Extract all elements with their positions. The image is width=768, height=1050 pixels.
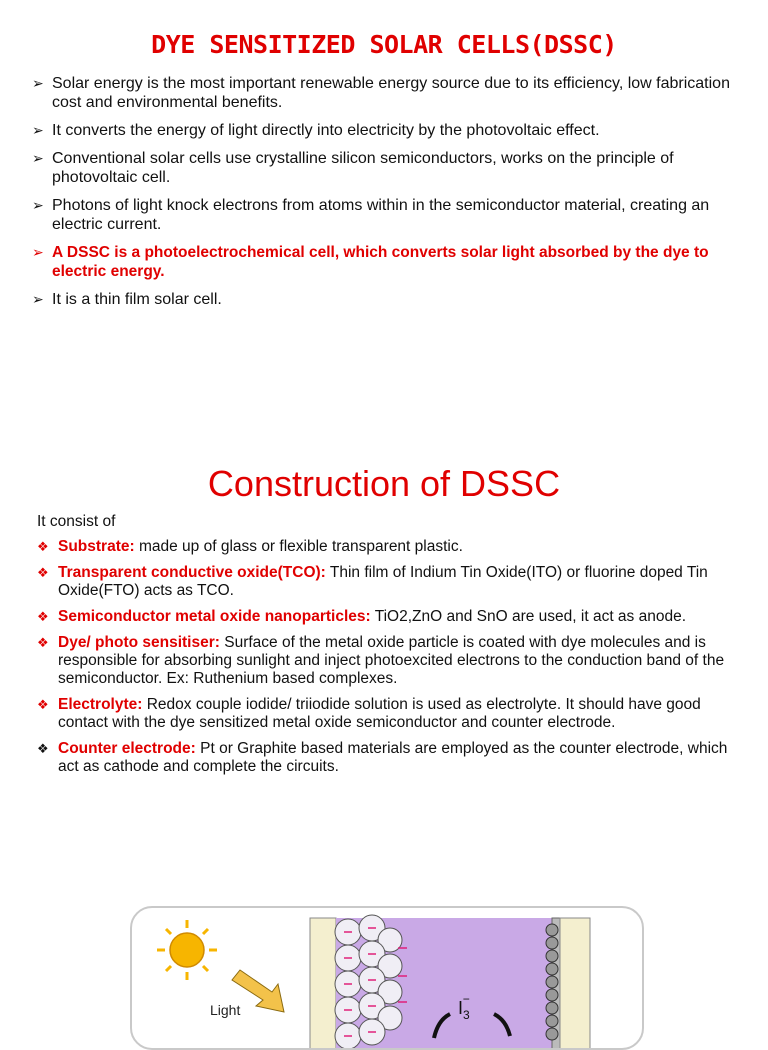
arrow-bullet-icon: ➢ bbox=[32, 122, 44, 138]
component-description: Redox couple iodide/ triiodide solution is used as electrolyte. It should have good contact with the dye sensitized metal oxide semiconductor and counter electrode. bbox=[58, 696, 701, 731]
diamond-bullet-icon: ❖ bbox=[37, 741, 49, 756]
arrow-bullet-icon: ➢ bbox=[32, 244, 44, 260]
component-description: Surface of the metal oxide particle is coated with dye molecules and is responsible for absorbing sunlight and inject photoexcited electrons to the conduction band of the semiconductor. Ex: Ruthenium based complexes. bbox=[58, 634, 725, 687]
component-item bbox=[37, 696, 737, 732]
bullet-text: A DSSC is a photoelectrochemical cell, which converts solar light absorbed by the dye to electric energy. bbox=[52, 244, 709, 280]
dssc-diagram bbox=[130, 906, 644, 1050]
arrow-bullet-icon: ➢ bbox=[32, 197, 44, 213]
component-term: Dye/ photo sensitiser: bbox=[58, 634, 220, 651]
bullet-text: It is a thin film solar cell. bbox=[52, 291, 222, 308]
bullet-text: Solar energy is the most important renewable energy source due to its efficiency, low fabrication cost and environmental benefits. bbox=[52, 75, 730, 111]
component-item bbox=[37, 740, 737, 776]
component-description: made up of glass or flexible transparent plastic. bbox=[134, 538, 463, 555]
component-description: TiO2,ZnO and SnO are used, it act as anode. bbox=[370, 608, 687, 625]
intro-bullet bbox=[32, 243, 747, 281]
diamond-bullet-icon: ❖ bbox=[37, 565, 49, 580]
light-label: Light bbox=[210, 1002, 241, 1018]
component-term: Substrate: bbox=[58, 538, 135, 555]
component-description: Pt or Graphite based materials are employed as the counter electrode, which act as cathode and complete the circuits. bbox=[58, 740, 728, 775]
component-item bbox=[37, 538, 737, 556]
slide-title-dssc: DYE SENSITIZED SOLAR CELLS(DSSC) bbox=[151, 30, 617, 59]
component-list bbox=[37, 538, 737, 784]
arrow-bullet-icon: ➢ bbox=[32, 291, 44, 307]
component-term: Counter electrode: bbox=[58, 740, 196, 757]
triiodide-label: $I_3-$ bbox=[458, 992, 470, 1022]
slide-title-construction: Construction of DSSC bbox=[207, 463, 561, 504]
bullet-text: Conventional solar cells use crystalline silicon semiconductors, works on the principle of photovoltaic cell. bbox=[52, 150, 674, 186]
intro-bullet bbox=[32, 74, 747, 112]
component-term: Transparent conductive oxide(TCO): bbox=[58, 564, 326, 581]
component-description: Thin film of Indium Tin Oxide(ITO) or fluorine doped Tin Oxide(FTO) acts as TCO. bbox=[58, 564, 708, 599]
diamond-bullet-icon: ❖ bbox=[37, 539, 49, 554]
component-term: Electrolyte: bbox=[58, 696, 143, 713]
counter-glass bbox=[560, 918, 590, 1048]
sun-icon bbox=[157, 920, 217, 980]
diamond-bullet-icon: ❖ bbox=[37, 697, 49, 712]
construction-intro: It consist of bbox=[37, 513, 116, 530]
intro-bullet bbox=[32, 121, 747, 140]
intro-bullet-list bbox=[32, 74, 747, 318]
intro-bullet bbox=[32, 196, 747, 234]
component-item bbox=[37, 564, 737, 600]
glass-substrate bbox=[310, 918, 336, 1048]
diamond-bullet-icon: ❖ bbox=[37, 609, 49, 624]
component-item bbox=[37, 634, 737, 688]
component-item bbox=[37, 608, 737, 626]
intro-bullet bbox=[32, 149, 747, 187]
component-term: Semiconductor metal oxide nanoparticles: bbox=[58, 608, 371, 625]
electrode-bead-column bbox=[546, 924, 558, 1040]
dssc-diagram-svg bbox=[132, 908, 642, 1048]
arrow-bullet-icon: ➢ bbox=[32, 150, 44, 166]
diamond-bullet-icon: ❖ bbox=[37, 635, 49, 650]
arrow-bullet-icon: ➢ bbox=[32, 75, 44, 91]
nanoparticle-layer bbox=[335, 915, 407, 1048]
bullet-text: Photons of light knock electrons from atoms within in the semiconductor material, creating an electric current. bbox=[52, 197, 710, 233]
intro-bullet bbox=[32, 290, 747, 309]
bullet-text: It converts the energy of light directly into electricity by the photovoltaic effect. bbox=[52, 122, 600, 139]
